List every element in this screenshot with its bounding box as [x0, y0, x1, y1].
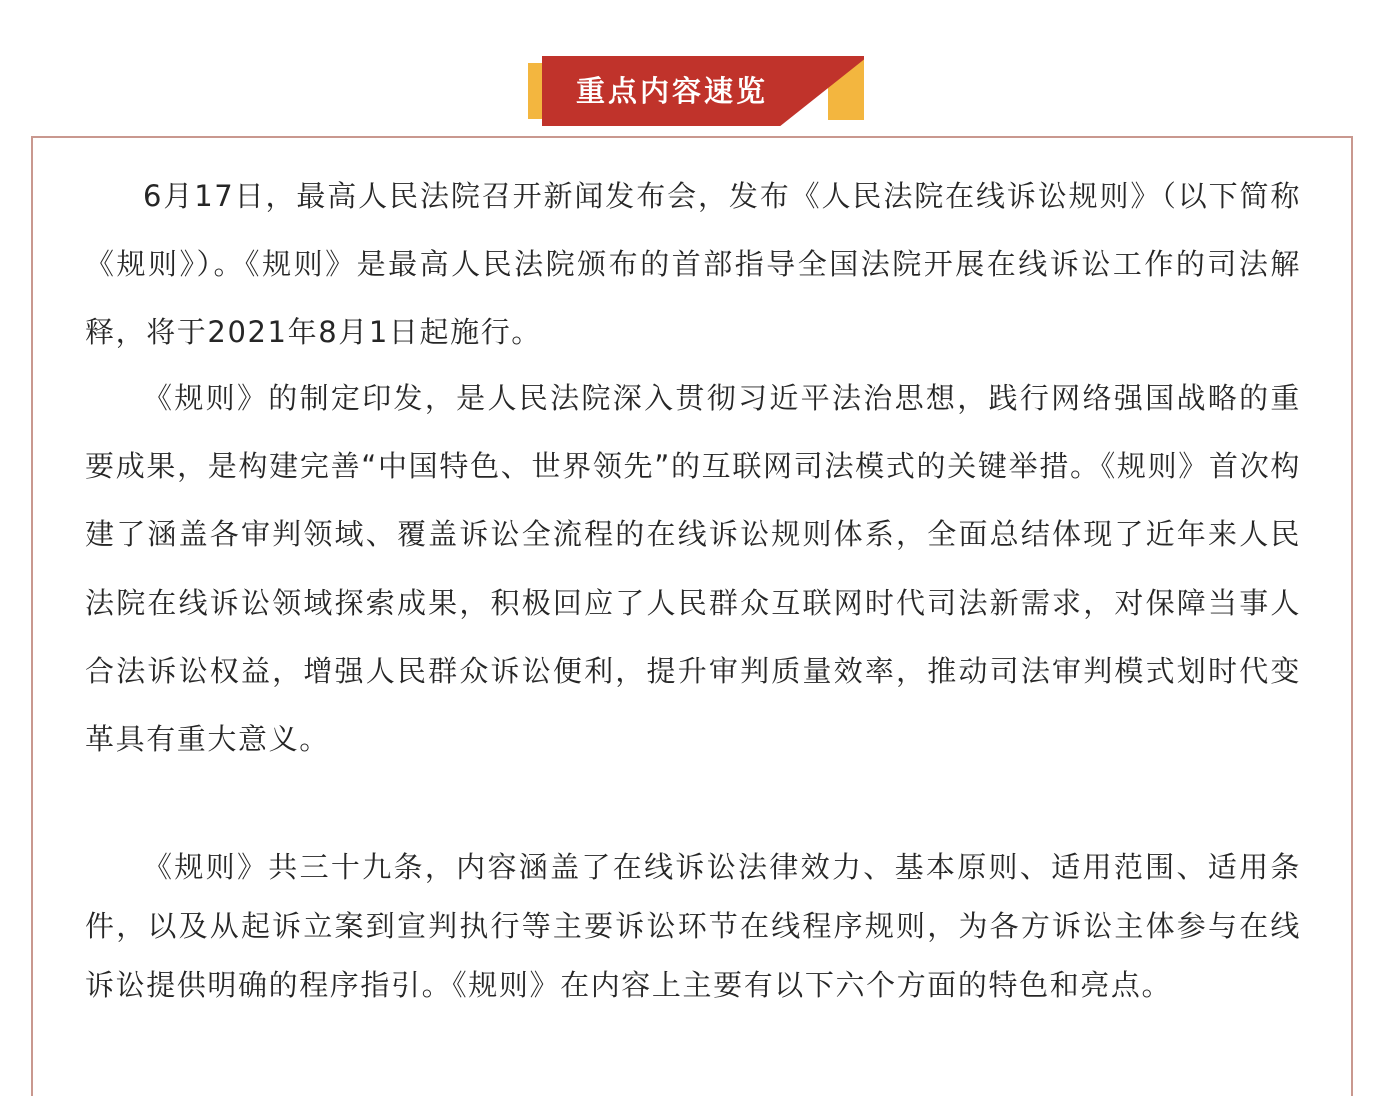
section-title: 重点内容速览: [575, 74, 768, 108]
paragraph-significance: 《规则》的制定印发，是人民法院深入贯彻习近平法治思想，践行网络强国战略的重要成果，是构建完善“中国特色、世界领先”的互联网司法模式的关键举措。《规则》首次构建了涵盖各审判领域、覆盖诉讼全流程的在线诉讼规则体系，全面总结体现了近年来人民法院在线诉讼领域探索成果，积极回应了人民群众互联网时代司法新需求，对保障当事人合法诉讼权益，增强人民群众诉讼便利，提升审判质量效率，推动司法审判模式划时代变革具有重大意义。: [85, 381, 1301, 757]
paragraph-overview: 《规则》共三十九条，内容涵盖了在线诉讼法律效力、基本原则、适用范围、适用条件，以及从起诉立案到宣判执行等主要诉讼环节在线程序规则，为各方诉讼主体参与在线诉讼提供明确的程序指引。《规则》在内容上主要有以下六个方面的特色和亮点。: [85, 850, 1301, 1002]
section-title-banner: [528, 56, 864, 126]
paragraph-intro: 6月17日，最高人民法院召开新闻发布会，发布《人民法院在线诉讼规则》（以下简称《规则》）。《规则》是最高人民法院颁布的首部指导全国法院开展在线诉讼工作的司法解释，将于2021年8月1日起施行。: [85, 179, 1301, 349]
